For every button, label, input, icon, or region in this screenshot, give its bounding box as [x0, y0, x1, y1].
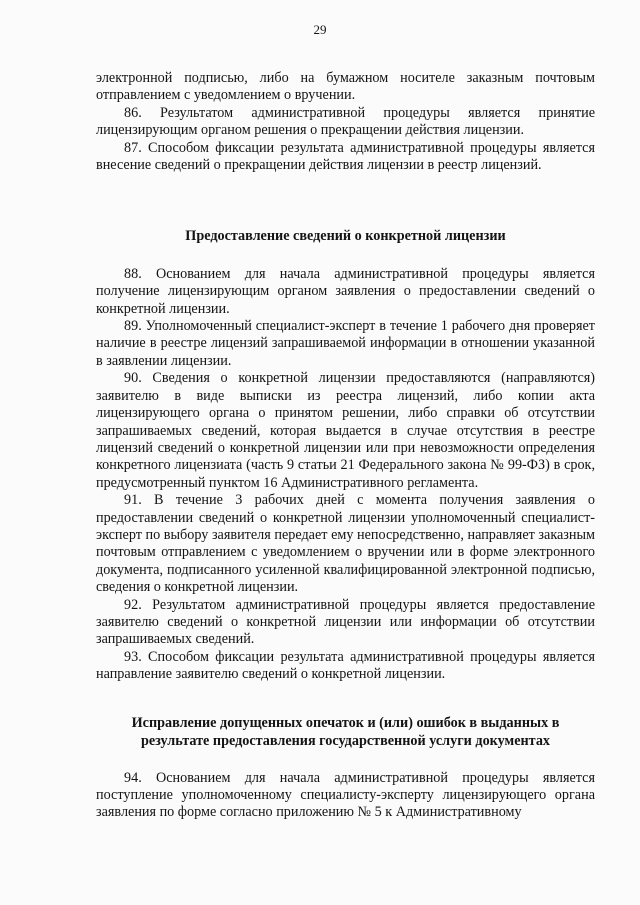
paragraph-87: 87. Способом фиксации результата административной процедуры является внесение сведений о прекращении действия лицензии в реестр лицензий.: [96, 139, 595, 174]
paragraph-continuation: электронной подписью, либо на бумажном носителе заказным почтовым отправлением с уведомлением о вручении.: [96, 70, 595, 104]
paragraph-89: 89. Уполномоченный специалист-эксперт в течение 1 рабочего дня проверяет наличие в реестре лицензий запрашиваемой информации в отношении указанной в заявлении лицензии.: [96, 318, 595, 369]
paragraph-86: 86. Результатом административной процедуры является принятие лицензирующим органом решения о прекращении действия лицензии.: [96, 104, 595, 139]
paragraph-88: 88. Основанием для начала административной процедуры является получение лицензирующим органом заявления о предоставлении сведений о конкретной лицензии.: [96, 265, 595, 317]
paragraph-94: 94. Основанием для начала административной процедуры является поступление уполномоченному специалисту-эксперту лицензирующего органа заявления по форме согласно приложению № 5 к Административному: [96, 769, 595, 821]
paragraph-90: 90. Сведения о конкретной лицензии предоставляются (направляются) заявителю в виде выписки из реестра лицензий, либо копии акта лицензирующего органа о принятом решении, либо справки об отсутствии запрашиваемых сведений, которая выдается в случае отсутствия в реестре лицензий сведений о конкретной лицензии или при невозможности определения конкретного лицензиата (часть 9 статьи 21 Федерального закона № 99-ФЗ) в срок, предусмотренный пунктом 16 Административного регламента.: [96, 370, 595, 491]
paragraph-92: 92. Результатом административной процедуры является предоставление заявителю сведений о конкретной лицензии или информации об отсутствии запрашиваемых сведений.: [96, 596, 595, 648]
paragraph-93: 93. Способом фиксации результата административной процедуры является направление заявителю сведений о конкретной лицензии.: [96, 648, 595, 683]
section-heading-license-info: Предоставление сведений о конкретной лицензии: [185, 228, 506, 245]
paragraph-91: 91. В течение 3 рабочих дней с момента получения заявления о предоставлении сведений о конкретной лицензии уполномоченный специалист-эксперт по выбору заявителя передает ему непосредственно, направляет заказным почтовым отправлением с уведомлением о вручении или в форме электронного документа, подписанного усиленной квалифицированной электронной подписью, сведения о конкретной лицензии.: [96, 492, 595, 596]
page-number: 29: [313, 22, 327, 37]
section-heading-corrections: Исправление допущенных опечаток и (или) ошибок в выданных в результате предоставления государственной услуги документах: [131, 714, 560, 749]
document-body: [96, 70, 595, 822]
